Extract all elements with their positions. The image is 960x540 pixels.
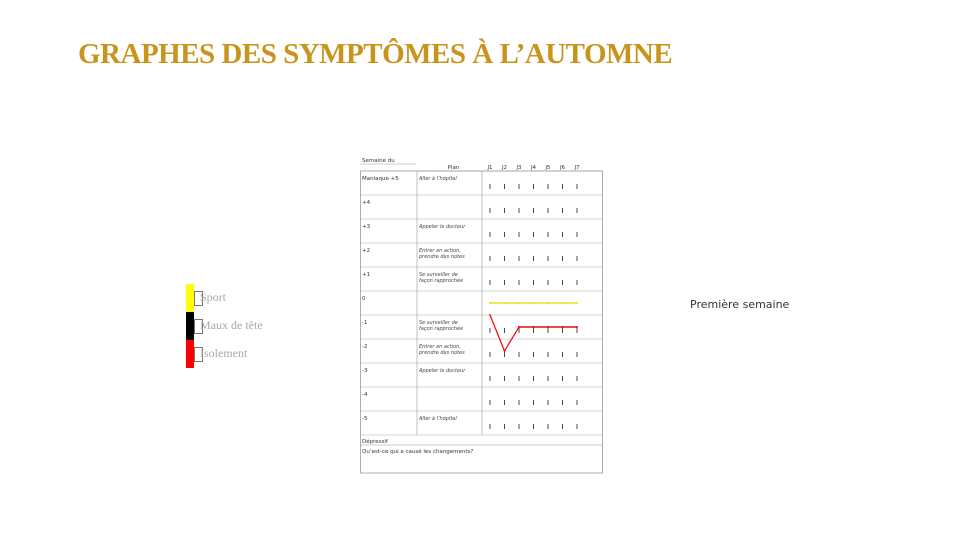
sheet-score-label: +4 xyxy=(362,200,371,206)
series-point-isolement xyxy=(504,350,506,352)
sheet-score-label: Maniaque +5 xyxy=(362,176,399,182)
sheet-plan-text: Entrer en action, xyxy=(419,248,461,254)
series-point-sport xyxy=(504,302,506,304)
sheet-score-label: 0 xyxy=(362,296,366,302)
series-point-isolement xyxy=(562,326,564,328)
sheet-plan-text: façon rapprochée xyxy=(419,278,464,284)
legend-label-sport: Sport xyxy=(200,290,227,304)
series-point-sport xyxy=(533,302,535,304)
sheet-plan-text: Se surveiller de xyxy=(419,320,458,326)
sheet-plan-text: Se surveiller de xyxy=(419,272,458,278)
mood-chart-svg xyxy=(360,155,604,475)
series-point-sport xyxy=(547,302,549,304)
sheet-plan-text: prendre des notes xyxy=(419,350,465,356)
series-point-isolement xyxy=(489,314,491,316)
series-point-isolement xyxy=(576,326,578,328)
sheet-score-label: -1 xyxy=(362,320,368,326)
sheet-plan-text: prendre des notes xyxy=(419,254,465,260)
sheet-score-label: -3 xyxy=(362,368,368,374)
sheet-frame xyxy=(361,171,603,473)
sheet-day-header: J6 xyxy=(559,165,566,171)
sheet-week-label: Semaine du xyxy=(362,158,395,164)
sheet-day-header: J7 xyxy=(574,165,580,171)
legend-item-maux-de-tete xyxy=(186,312,336,340)
sheet-score-label: -4 xyxy=(362,392,368,398)
sheet-score-label: -5 xyxy=(362,416,368,422)
sheet-plan-text: Aller à l’hôpital xyxy=(419,416,457,422)
mood-chart-sheet xyxy=(360,155,604,475)
sheet-plan-header: Plan xyxy=(447,165,460,171)
sheet-score-label: -2 xyxy=(362,344,368,350)
week-label: Première semaine xyxy=(690,298,790,311)
series-point-isolement xyxy=(518,326,520,328)
sheet-question: Qu’est-ce qui a causé les changements? xyxy=(362,449,474,455)
legend-swatch-sport xyxy=(186,284,194,312)
sheet-footer-label: Dépressif xyxy=(362,439,388,445)
series-point-isolement xyxy=(547,326,549,328)
sheet-score-label: +3 xyxy=(362,224,371,230)
legend-item-sport xyxy=(186,284,336,312)
legend-label-maux-de-tete: Maux de tête xyxy=(200,318,263,332)
sheet-plan-text: Entrer en action, xyxy=(419,344,461,350)
sheet-day-header: J2 xyxy=(501,165,508,171)
legend-label-isolement: Isolement xyxy=(200,346,248,360)
sheet-day-header: J1 xyxy=(487,165,493,171)
sheet-plan-text: Aller à l’hôpital xyxy=(419,176,457,182)
legend-item-isolement xyxy=(186,340,336,368)
series-point-sport xyxy=(562,302,564,304)
series-point-sport xyxy=(576,302,578,304)
series-point-sport xyxy=(489,302,491,304)
sheet-day-header: J4 xyxy=(530,165,537,171)
series-point-sport xyxy=(518,302,520,304)
sheet-plan-text: Appeler le docteur xyxy=(419,368,466,374)
legend-swatch-isolement xyxy=(186,340,194,368)
slide-title: GRAPHES DES SYMPTÔMES À L’AUTOMNE xyxy=(78,38,673,70)
sheet-day-header: J5 xyxy=(545,165,551,171)
sheet-plan-text: façon rapprochée xyxy=(419,326,464,332)
sheet-score-label: +2 xyxy=(362,248,371,254)
sheet-score-label: +1 xyxy=(362,272,371,278)
legend-swatch-maux-de-tete xyxy=(186,312,194,340)
series-point-isolement xyxy=(533,326,535,328)
sheet-plan-text: Appeler le docteur xyxy=(419,224,466,230)
sheet-day-header: J3 xyxy=(516,165,522,171)
